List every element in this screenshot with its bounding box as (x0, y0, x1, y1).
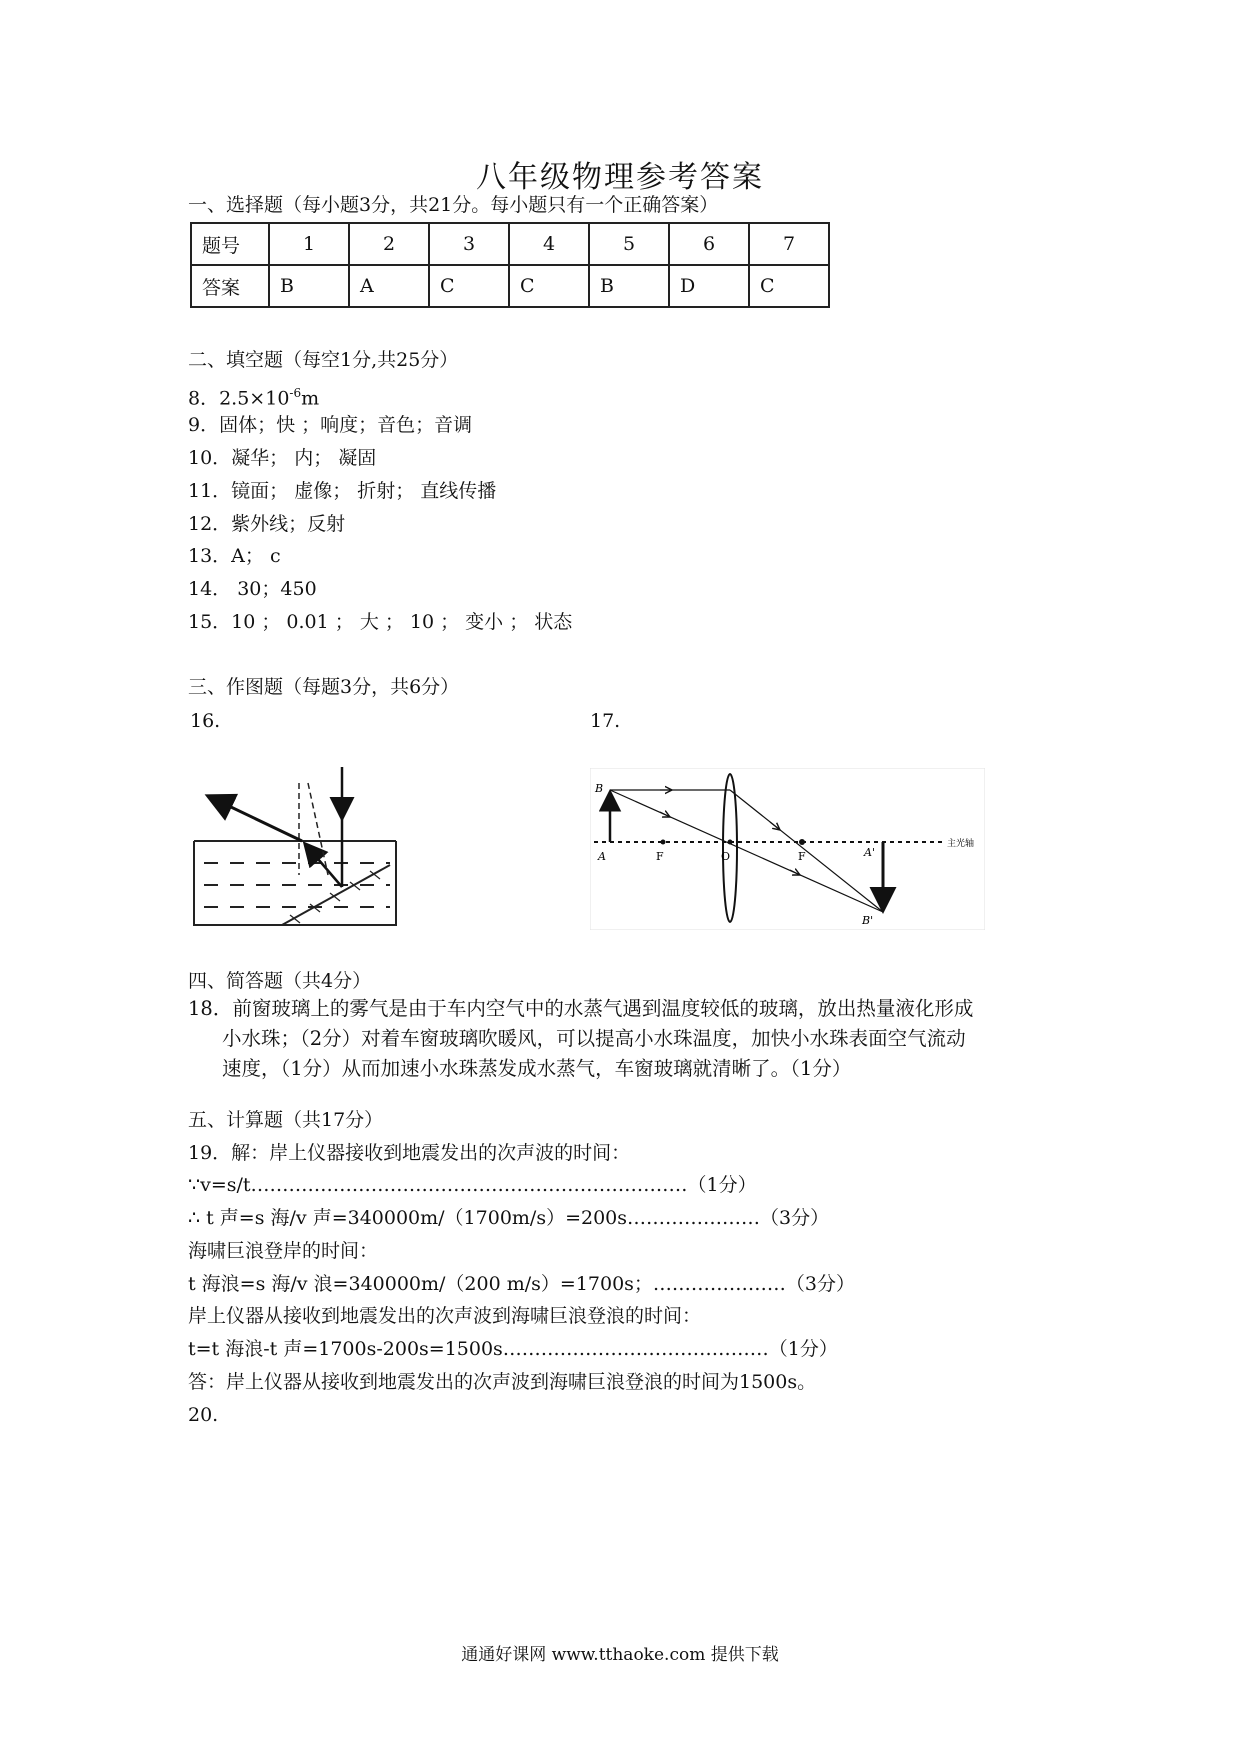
answer-line: 12．紫外线；反射 (188, 513, 346, 535)
page-title: 八年级物理参考答案 (476, 160, 764, 195)
answer-cell: B (269, 265, 349, 307)
label-A: A (598, 850, 606, 863)
answer-line: 10．凝华； 内； 凝固 (188, 447, 377, 469)
calc-line: ∵v=s/t……………………………………………………………（1分） (188, 1174, 757, 1196)
calc-line: t 海浪=s 海/v 浪=340000m/（200 m/s）=1700s；…………………（3分） (188, 1273, 856, 1295)
question-16-label: 16. (190, 710, 221, 732)
section4-heading: 四、简答题（共4分） (188, 970, 372, 992)
section3-heading: 三、作图题（每题3分，共6分） (188, 676, 460, 698)
answer-label: 答案 (191, 265, 269, 307)
q8-exponent: -6 (289, 386, 302, 400)
answer-line: 11．镜面； 虚像； 折射； 直线传播 (188, 480, 497, 502)
answer-line: 15．10 ； 0.01 ； 大 ； 10 ； 变小 ； 状态 (188, 611, 573, 633)
label-F-left: F (656, 850, 664, 863)
label-O: O (721, 850, 731, 863)
question-number: 5 (589, 223, 669, 265)
label-B-prime: B' (862, 914, 874, 927)
section1-heading: 一、选择题（每小题3分，共21分。每小题只有一个正确答案） (188, 194, 719, 216)
section5-heading: 五、计算题（共17分） (188, 1109, 384, 1131)
answer-18-line-1: 18．前窗玻璃上的雾气是由于车内空气中的水蒸气遇到温度较低的玻璃，放出热量液化形成 (188, 997, 974, 1020)
answer-line: 14． 30；450 (188, 578, 317, 600)
row-header-label: 题号 (191, 223, 269, 265)
question-number: 4 (509, 223, 589, 265)
focal-point-right (799, 839, 805, 845)
answer-18-line-2: 小水珠；（2分）对着车窗玻璃吹暖风，可以提高小水珠温度，加快小水珠表面空气流动 (222, 1027, 966, 1050)
answer-cell: C (749, 265, 829, 307)
question-20-label: 20. (188, 1404, 219, 1426)
table-row (191, 223, 829, 265)
question-number: 1 (269, 223, 349, 265)
footer: 通通好课网 www.tthaoke.com 提供下载 (461, 1645, 779, 1665)
calc-line: 答：岸上仪器从接收到地震发出的次声波到海啸巨浪登浪的时间为1500s。 (188, 1371, 817, 1393)
focal-point-left (661, 840, 666, 845)
convex-lens-diagram (590, 768, 985, 930)
label-F-right: F (798, 850, 806, 863)
section2-heading: 二、填空题（每空1分,共25分） (188, 349, 459, 371)
answer-cell: C (509, 265, 589, 307)
answer-line: 13．A； c (188, 545, 281, 567)
answer-18-line-3: 速度，（1分）从而加速小水珠蒸发成水蒸气，车窗玻璃就清晰了。（1分） (222, 1057, 852, 1080)
calc-line: 19．解：岸上仪器接收到地震发出的次声波的时间： (188, 1142, 631, 1164)
answer-line: 9．固体；快 ；响度；音色；音调 (188, 414, 473, 436)
label-B: B (595, 782, 604, 795)
label-A-prime: A' (864, 846, 875, 859)
answer-line-8 (188, 380, 319, 411)
question-number: 7 (749, 223, 829, 265)
question-number: 2 (349, 223, 429, 265)
label-axis: 主光轴 (947, 839, 975, 849)
answer-cell: B (589, 265, 669, 307)
q8-prefix: 8．2.5×10 (188, 387, 290, 410)
q8-unit: m (301, 387, 320, 410)
table-row (191, 265, 829, 307)
answer-cell: A (349, 265, 429, 307)
answer-table (190, 222, 830, 308)
question-17-label: 17. (590, 710, 621, 732)
calc-line: 岸上仪器从接收到地震发出的次声波到海啸巨浪登浪的时间： (188, 1305, 702, 1327)
calc-line: ∴ t 声=s 海/v 声=340000m/（1700m/s）=200s…………………（3分） (188, 1207, 830, 1229)
question-number: 3 (429, 223, 509, 265)
calc-line: 海啸巨浪登岸的时间： (188, 1240, 379, 1262)
question-number: 6 (669, 223, 749, 265)
answer-cell: C (429, 265, 509, 307)
reflection-refraction-diagram (190, 765, 400, 930)
calc-line: t=t 海浪-t 声=1700s-200s=1500s……………………………………（1分） (188, 1338, 838, 1360)
answer-cell: D (669, 265, 749, 307)
